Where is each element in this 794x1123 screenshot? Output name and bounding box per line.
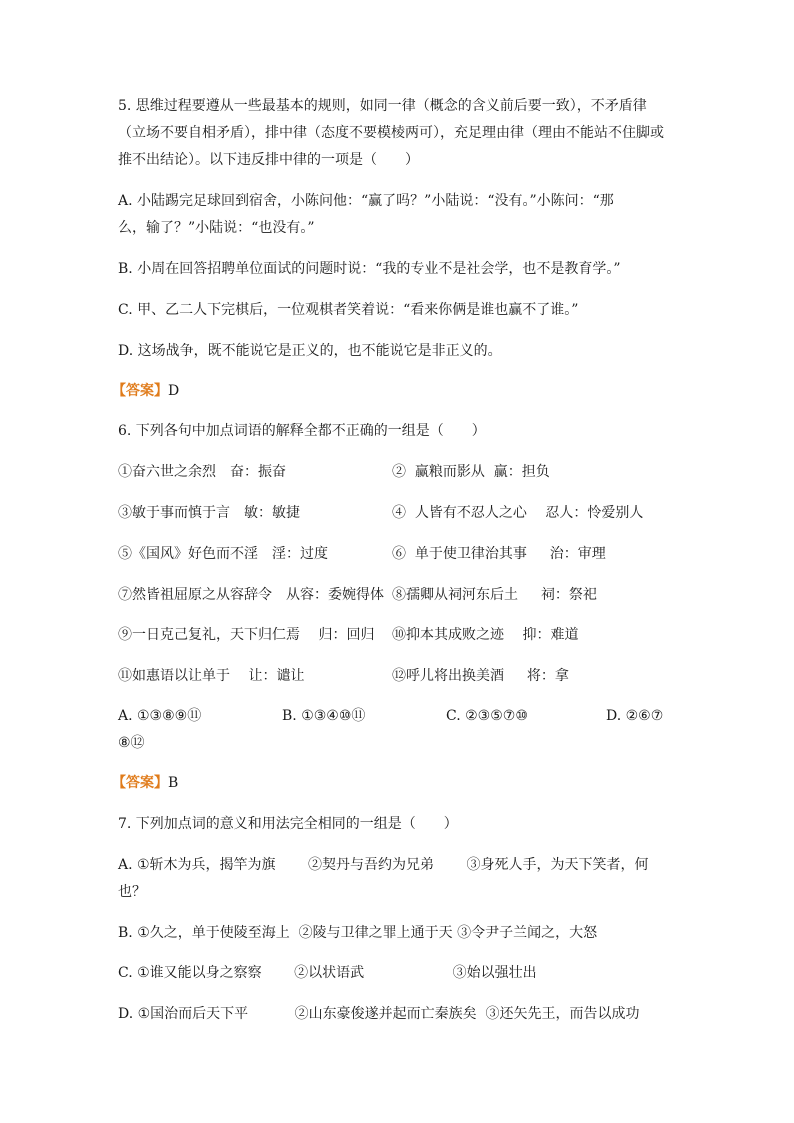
q5-stem-line-1: 5. 思维过程要遵从一些最基本的规则，如同一律（概念的含义前后要一致），不矛盾律 (118, 98, 647, 114)
q5-stem-line-2: （立场不要自相矛盾），排中律（态度不要模棱两可），充足理由律（理由不能站不住脚或 (118, 125, 664, 141)
q5-option-a-line-1: A. 小陆踢完足球回到宿舍，小陈问他：“赢了吗？”小陆说：“没有。”小陈问：“那 (118, 193, 614, 209)
q6-item-2: ② 赢粮而影从 赢：担负 (392, 464, 550, 480)
q6-option-b: B. ①③④⑩⑪ (282, 708, 366, 724)
answer-bracket: 【答案】 (112, 775, 168, 791)
q6-item-12: ⑫呼儿将出换美酒 将：拿 (392, 668, 569, 684)
q5-option-a-line-2: 么，输了？”小陆说：“也没有。” (118, 220, 315, 236)
answer-value: D (168, 383, 180, 399)
q6-item-1: ①奋六世之余烈 奋：振奋 (118, 464, 286, 480)
answer-bracket: 【答案】 (112, 383, 168, 399)
q6-item-10: ⑩抑本其成败之迹 抑：难道 (392, 627, 579, 643)
q7-option-c: C. ①谁又能以身之察察 ②以状语武 ③始以强壮出 (118, 965, 537, 981)
q7-option-a-line-1: A. ①斩木为兵，揭竿为旗 ②契丹与吾约为兄弟 ③身死人手，为天下笑者，何 (118, 857, 649, 873)
q5-option-c: C. 甲、乙二人下完棋后，一位观棋者笑着说：“看来你俩是谁也赢不了谁。” (118, 302, 579, 318)
q5-option-b: B. 小周在回答招聘单位面试的问题时说：“我的专业不是社会学，也不是教育学。” (118, 261, 621, 277)
q6-item-9: ⑨一日克己复礼，天下归仁焉 归：回归 (118, 627, 375, 643)
q7-stem: 7. 下列加点词的意义和用法完全相同的一组是（ ） (118, 816, 458, 832)
answer-value: B (168, 775, 179, 791)
q6-item-6: ⑥ 单于使卫律治其事 治：审理 (392, 546, 606, 562)
q6-item-11: ⑪如惠语以让单于 让：谴让 (118, 668, 305, 684)
q5-option-d: D. 这场战争，既不能说它是正义的，也不能说它是非正义的。 (118, 343, 502, 359)
q6-item-5: ⑤《国风》好色而不淫 淫：过度 (118, 546, 328, 562)
q6-answer (112, 773, 178, 793)
q6-item-4: ④ 人皆有不忍人之心 忍人：怜爱别人 (392, 505, 644, 521)
q6-stem: 6. 下列各句中加点词语的解释全都不正确的一组是（ ） (118, 423, 486, 439)
q7-option-d: D. ①国治而后天下平 ②山东豪俊遂并起而亡秦族矣 ③还矢先王，而告以成功 (118, 1006, 640, 1022)
q6-item-7: ⑦然皆祖屈原之从容辞令 从容：委婉得体 (118, 587, 384, 603)
q5-answer (112, 381, 179, 401)
q6-option-d: D. ②⑥⑦ (606, 708, 664, 724)
q6-item-3: ③敏于事而慎于言 敏：敏捷 (118, 505, 300, 521)
q6-option-d-continued: ⑧⑫ (118, 735, 145, 751)
q6-option-c: C. ②③⑤⑦⑩ (446, 708, 528, 724)
q7-option-b: B. ①久之，单于使陵至海上 ②陵与卫律之罪上通于天 ③令尹子兰闻之，大怒 (118, 925, 598, 941)
q5-stem-line-3: 推不出结论）。以下违反排中律的一项是（ ） (118, 152, 419, 168)
q6-item-8: ⑧孺卿从祠河东后土 祠：祭祀 (392, 587, 597, 603)
q7-option-a-line-2: 也？ (118, 884, 146, 900)
q6-option-a: A. ①③⑧⑨⑪ (118, 708, 202, 724)
